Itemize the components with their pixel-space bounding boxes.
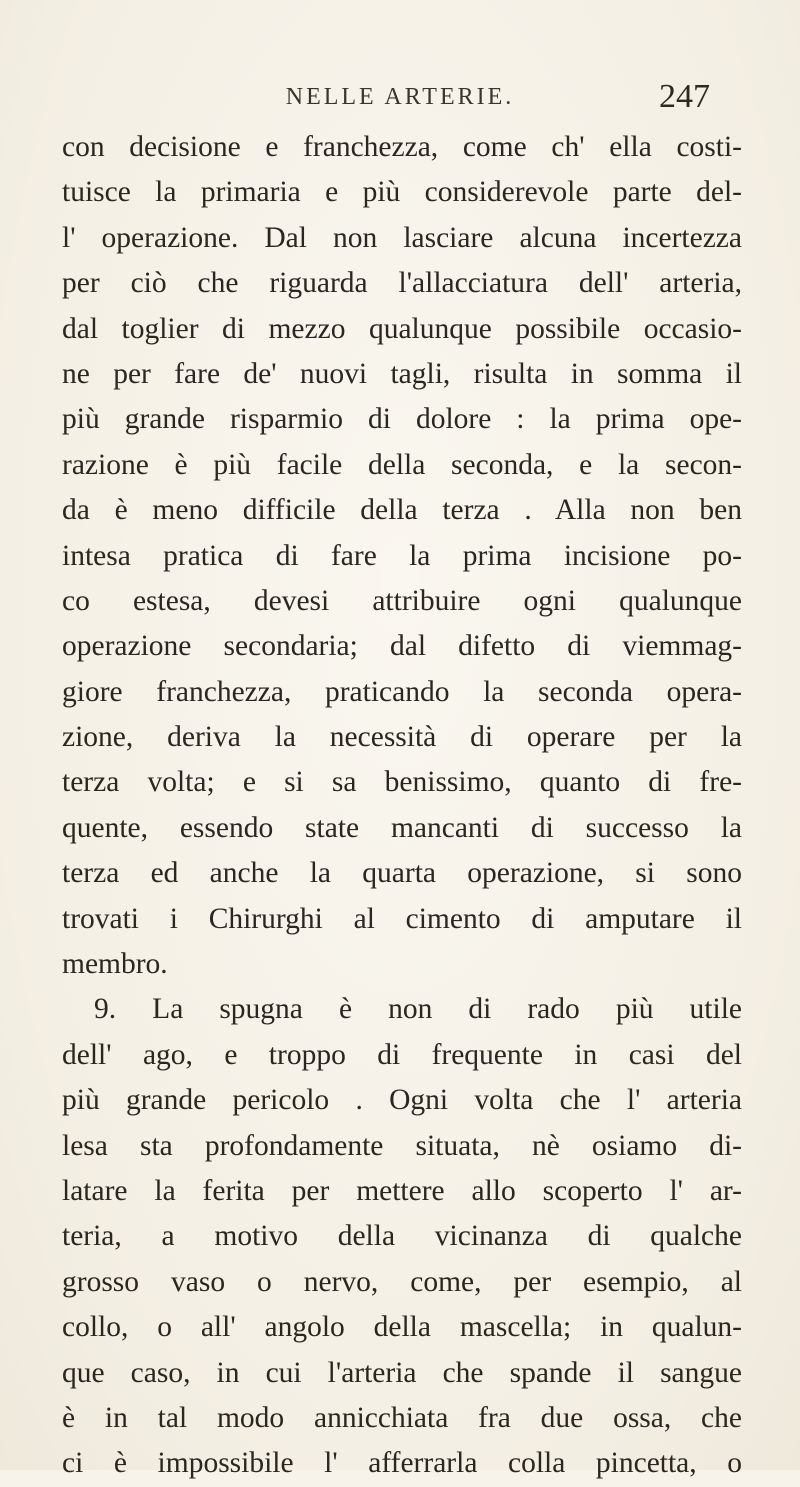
text-line: da è meno difficile della terza . Alla non ben [62,494,742,527]
text-line: zione, deriva la necessità di operare per la [62,721,742,754]
text-line: teria, a motivo della vicinanza di qualche [62,1220,742,1253]
text-line: latare la ferita per mettere allo scoperto l' ar- [62,1174,742,1207]
body-text [62,125,742,1487]
text-line: quente, essendo state mancanti di successo la [62,811,742,844]
text-line: grosso vaso o nervo, come, per esempio, al [62,1265,742,1298]
text-line: con decisione e franchezza, come ch' ella costi- [62,131,742,163]
text-line: terza volta; e si sa benissimo, quanto di fre- [62,766,742,799]
page-number: 247 [659,78,710,115]
text-line: è in tal modo annicchiata fra due ossa, che [62,1401,742,1434]
text-line: operazione secondaria; dal difetto di viemmag- [62,630,742,663]
text-line: ne per fare de' nuovi tagli, risulta in somma il [62,357,742,390]
text-line: trovati i Chirurghi al cimento di amputare il [62,902,742,935]
text-line: co estesa, devesi attribuire ogni qualunque [62,584,742,617]
text-line: l' operazione. Dal non lasciare alcuna incertezza [62,221,742,254]
text-line: giore franchezza, praticando la seconda opera- [62,675,742,708]
text-line: per ciò che riguarda l'allacciatura dell' arteria, [62,267,742,300]
text-line: 9. La spugna è non di rado più utile [94,993,742,1026]
text-line: terza ed anche la quarta operazione, si sono [62,857,742,890]
page-header [0,78,800,118]
text-line: dal toglier di mezzo qualunque possibile occasio- [62,312,742,345]
text-line: intesa pratica di fare la prima incisione po- [62,539,742,572]
text-line: tuisce la primaria e più considerevole parte del- [62,176,742,209]
text-line: più grande pericolo . Ogni volta che l' arteria [62,1084,742,1117]
text-line: lesa sta profondamente situata, nè osiamo di- [62,1129,742,1162]
text-line: dell' ago, e troppo di frequente in casi del [62,1038,742,1071]
text-line: membro. [62,948,168,981]
text-line: più grande risparmio di dolore : la prima ope- [62,403,742,436]
text-line: que caso, in cui l'arteria che spande il sangue [62,1356,742,1389]
running-head: NELLE ARTERIE. [285,84,515,110]
text-line: razione è più facile della seconda, e la secon- [62,448,742,481]
text-line: collo, o all' angolo della mascella; in qualun- [62,1311,742,1344]
text-line: ci è impossibile l' afferrarla colla pincetta, o [62,1447,742,1480]
